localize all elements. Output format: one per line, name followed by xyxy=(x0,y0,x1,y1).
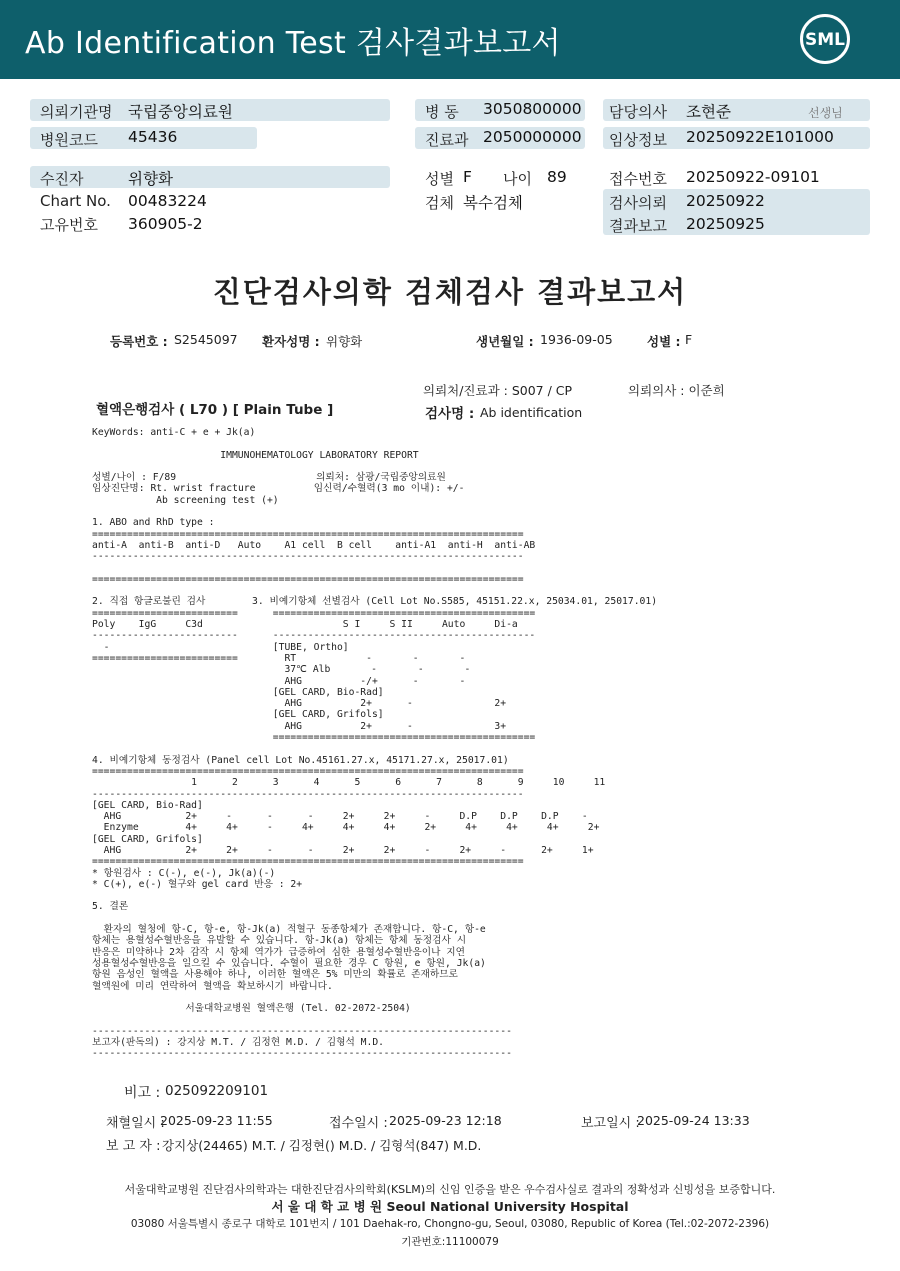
sml-logo xyxy=(800,14,850,64)
doctor-suffix: 선생님 xyxy=(808,106,843,120)
footer-institution-no: 기관번호:11100079 xyxy=(401,1236,499,1248)
specimen-value: 복수검체 xyxy=(463,194,523,212)
age-value: 89 xyxy=(547,168,567,186)
name-value: 위향화 xyxy=(326,334,363,349)
dept-text: 의뢰처/진료과 : S007 / CP xyxy=(423,383,573,398)
name-label: 환자성명 : xyxy=(262,334,320,349)
report-label: 결과보고 xyxy=(609,217,667,235)
footer-line1: 서울대학교병원 진단검사의학과는 대한진단검사의학회(KSLM)의 신임 인증을 받은 우수검사실로 결과의 정확성과 신빙성을 보증합니다. xyxy=(124,1183,776,1196)
patient-label: 수진자 xyxy=(40,170,84,188)
age-label: 나이 xyxy=(503,170,532,188)
reportdt-value: 2025-09-24 13:33 xyxy=(637,1113,750,1128)
receipt-value: 20250922-09101 xyxy=(686,168,820,186)
footer-hospital-name: 서 울 대 학 교 병 원 Seoul National University Hospital xyxy=(271,1199,629,1214)
lab-report-body: KeyWords: anti-C + e + Jk(a) IMMUNOHEMATOLOGY LABORATORY REPORT 성별/나이 : F/89 의뢰처: 삼광/국립중앙의료원 임상진단명: Rt. wrist fracture 임신력/수혈력(3 mo 이내): +/- Ab screening test (+) 1. ABO and RhD type : ========================================================================== anti-A anti-B anti-D Auto A1 cell B cell anti-A1 anti-H anti-AB -------------------------------------------------------------------------- ========================================================================== 2. 직접 항글로불린 검사 3. 비예기항체 선별검사 (Cell Lot No.S585, 45151.22.x, 25034.01, 25017.01) ========================= ============================================= Poly IgG C3d S I S II Auto Di-a ------------------------- --------------------------------------------- - [TUBE, Ortho] ========================= RT - - - 37℃ Alb - - - AHG -/+ - - [GEL CARD, Bio-Rad] AHG 2+ - 2+ [GEL CARD, Grifols] AHG 2+ - 3+ ============================================= 4. 비예기항체 동정검사 (Panel cell Lot No.45161.27.x, 45171.27.x, 25017.01) ========================================================================== 1 2 3 4 5 6 7 8 9 10 11 -------------------------------------------------------------------------- [GEL CARD, Bio-Rad] AHG 2+ - - - 2+ 2+ - D.P D.P D.P - Enzyme 4+ 4+ - 4+ 4+ 4+ 2+ 4+ 4+ 4+ 2+ [GEL CARD, Grifols] AHG 2+ 2+ - - 2+ 2+ - 2+ - 2+ 1+ ========================================================================== * 항원검사 : C(-), e(-), Jk(a)(-) * C(+), e(-) 혈구와 gel card 반응 : 2+ 5. 결론 환자의 혈청에 항-C, 항-e, 항-Jk(a) 적혈구 동종항체가 존재합니다. 항-C, 항-e 항체는 용혈성수혈반응을 유발할 수 있습니다. 항-Jk(a) 항체는 항체 동정검사 시 반응은 미약하나 2차 감작 시 항체 역가가 급증하여 심한 용혈성수혈반응이나 지연 성용혈성수혈반응을 일으킬 수 있습니다. 수혈이 필요한 경우 C 항원, e 항원, Jk(a) 항원 음성인 혈액을 사용해야 하나, 이러한 혈액은 5% 미만의 확률로 존재하므로 혈액원에 미리 연락하여 혈액을 확보하시기 바랍니다. 서울대학교병원 혈액은행 (Tel. 02-2072-2504) ------------------------------------------------------------------------ 보고자(판독의) : 강지상 M.T. / 김정현 M.D. / 김형석 M.D. ------------------------------------------------------------------------ xyxy=(92,427,658,1060)
collect-label: 채혈일시 : xyxy=(106,1116,165,1131)
receive-value: 2025-09-23 12:18 xyxy=(389,1113,502,1128)
report-value: 20250925 xyxy=(686,215,765,233)
test-name-label: 검사명 : xyxy=(425,406,475,422)
clinical-value: 20250922E101000 xyxy=(686,128,834,146)
inst-value: 국립중앙의료원 xyxy=(128,103,233,121)
report-title: 진단검사의학 검체검사 결과보고서 xyxy=(212,275,688,309)
uid-label: 고유번호 xyxy=(40,216,98,234)
code-value: 45436 xyxy=(128,128,178,146)
dept-label: 진료과 xyxy=(425,131,469,149)
inst-label: 의뢰기관명 xyxy=(40,103,113,121)
reg-label: 등록번호 : xyxy=(110,334,168,349)
request-value: 20250922 xyxy=(686,192,765,210)
collect-value: 2025-09-23 11:55 xyxy=(160,1113,273,1128)
logo-text: SML xyxy=(805,30,845,50)
bigo-label: 비고 : xyxy=(124,1085,161,1101)
chart-label: Chart No. xyxy=(40,192,111,210)
reporter-label: 보 고 자 : xyxy=(106,1139,161,1154)
receipt-label: 접수번호 xyxy=(609,170,667,188)
clinical-label: 임상정보 xyxy=(609,131,667,149)
header-title: Ab Identification Test 검사결과보고서 xyxy=(25,26,561,61)
footer-address: 03080 서울특별시 종로구 대학로 101번지 / 101 Daehak-ro, Chongno-gu, Seoul, 03080, Republic of Korea (Tel.:02-2072-2396) xyxy=(130,1218,770,1230)
test-section: 혈액은행검사 ( L70 ) [ Plain Tube ] xyxy=(96,402,334,418)
code-label: 병원코드 xyxy=(40,131,98,149)
ward-value: 3050800000 xyxy=(483,100,582,118)
receive-label: 접수일시 : xyxy=(329,1116,388,1131)
reporter-value: 강지상(24465) M.T. / 김정현() M.D. / 김형석(847) M.D. xyxy=(162,1138,482,1153)
header-bar xyxy=(0,0,900,79)
uid-value: 360905-2 xyxy=(128,215,203,233)
rsex-label: 성별 : xyxy=(647,334,681,349)
dob-value: 1936-09-05 xyxy=(540,332,613,347)
specimen-label: 검체 xyxy=(425,194,454,212)
patient-box xyxy=(30,166,390,188)
ref-doctor-text: 의뢰의사 : 이준희 xyxy=(628,383,725,398)
dept-value: 2050000000 xyxy=(483,128,582,146)
reg-value: S2545097 xyxy=(174,332,238,347)
test-name-value: Ab identification xyxy=(480,405,583,420)
doctor-label: 담당의사 xyxy=(609,103,667,121)
request-label: 검사의뢰 xyxy=(609,194,667,212)
chart-value: 00483224 xyxy=(128,192,207,210)
sex-value: F xyxy=(463,168,472,186)
dob-label: 생년월일 : xyxy=(476,334,534,349)
patient-value: 위향화 xyxy=(128,170,173,188)
sex-label: 성별 xyxy=(425,170,454,188)
reportdt-label: 보고일시 : xyxy=(581,1116,640,1131)
doctor-value: 조현준 xyxy=(686,103,731,121)
ward-label: 병 동 xyxy=(425,103,459,121)
rsex-value: F xyxy=(685,332,693,347)
bigo-value: 025092209101 xyxy=(165,1083,269,1099)
